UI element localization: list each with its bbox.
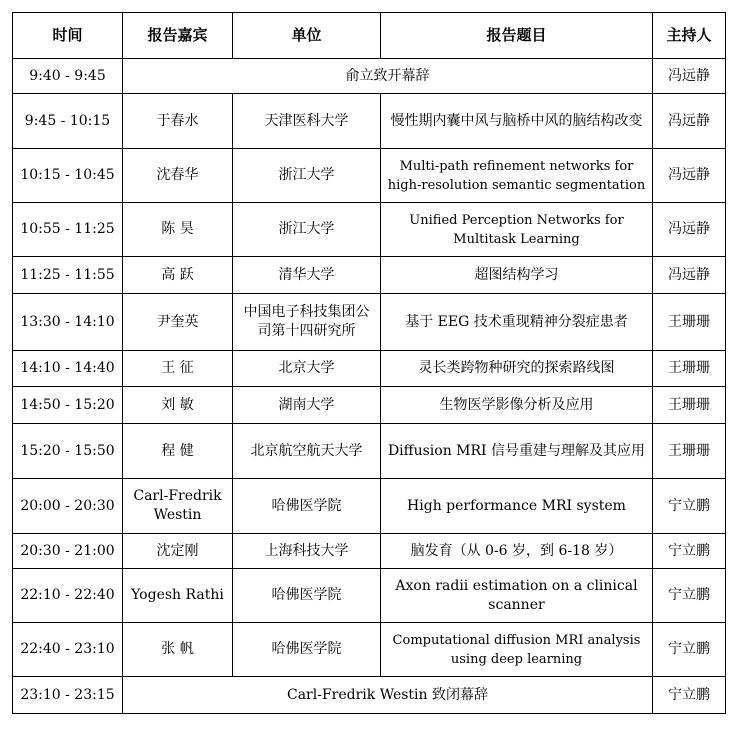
table-row [13, 203, 726, 257]
time-cell: 20:30 - 21:00 [13, 534, 123, 569]
header-unit: 单位 [233, 13, 381, 59]
unit-cell: 浙江大学 [233, 203, 381, 257]
table-row [13, 677, 726, 714]
time-cell: 10:55 - 11:25 [13, 203, 123, 257]
table-row [13, 623, 726, 677]
table-row [13, 534, 726, 569]
unit-cell: 浙江大学 [233, 149, 381, 203]
host-cell: 王珊珊 [653, 387, 726, 424]
time-cell: 11:25 - 11:55 [13, 257, 123, 294]
title-cell: 生物医学影像分析及应用 [381, 387, 653, 424]
unit-cell: 上海科技大学 [233, 534, 381, 569]
time-cell: 22:40 - 23:10 [13, 623, 123, 677]
title-cell: 慢性期内囊中风与脑桥中风的脑结构改变 [381, 94, 653, 149]
time-cell: 13:30 - 14:10 [13, 294, 123, 351]
title-cell: 基于 EEG 技术重现精神分裂症患者 [381, 294, 653, 351]
table-row [13, 294, 726, 351]
title-cell: Computational diffusion MRI analysis using deep learning [381, 623, 653, 677]
opening-remarks-cell: 俞立致开幕辞 [123, 59, 653, 94]
time-cell: 9:45 - 10:15 [13, 94, 123, 149]
host-cell: 王珊珊 [653, 351, 726, 387]
speaker-cell: Yogesh Rathi [123, 569, 233, 623]
header-title: 报告题目 [381, 13, 653, 59]
header-host: 主持人 [653, 13, 726, 59]
table-row [13, 424, 726, 479]
host-cell: 冯远静 [653, 94, 726, 149]
time-cell: 20:00 - 20:30 [13, 479, 123, 534]
speaker-cell: 尹奎英 [123, 294, 233, 351]
table-row [13, 59, 726, 94]
host-cell: 冯远静 [653, 203, 726, 257]
title-cell: Unified Perception Networks for Multitask Learning [381, 203, 653, 257]
time-cell: 10:15 - 10:45 [13, 149, 123, 203]
speaker-cell: 沈春华 [123, 149, 233, 203]
speaker-cell: 于春水 [123, 94, 233, 149]
header-time: 时间 [13, 13, 123, 59]
table-row [13, 387, 726, 424]
unit-cell: 北京大学 [233, 351, 381, 387]
speaker-cell: 刘 敏 [123, 387, 233, 424]
speaker-cell: 程 健 [123, 424, 233, 479]
host-cell: 冯远静 [653, 149, 726, 203]
unit-cell: 哈佛医学院 [233, 479, 381, 534]
unit-cell: 中国电子科技集团公司第十四研究所 [233, 294, 381, 351]
title-cell: 脑发育（从 0-6 岁，到 6-18 岁） [381, 534, 653, 569]
time-cell: 14:10 - 14:40 [13, 351, 123, 387]
time-cell: 15:20 - 15:50 [13, 424, 123, 479]
unit-cell: 哈佛医学院 [233, 623, 381, 677]
speaker-cell: 高 跃 [123, 257, 233, 294]
unit-cell: 天津医科大学 [233, 94, 381, 149]
title-cell: Diffusion MRI 信号重建与理解及其应用 [381, 424, 653, 479]
time-cell: 22:10 - 22:40 [13, 569, 123, 623]
host-cell: 王珊珊 [653, 424, 726, 479]
speaker-cell: 陈 昊 [123, 203, 233, 257]
header-row [13, 13, 726, 59]
speaker-cell: 沈定刚 [123, 534, 233, 569]
table-row [13, 569, 726, 623]
host-cell: 宁立鹏 [653, 479, 726, 534]
host-cell: 王珊珊 [653, 294, 726, 351]
host-cell: 宁立鹏 [653, 677, 726, 714]
host-cell: 宁立鹏 [653, 623, 726, 677]
time-cell: 14:50 - 15:20 [13, 387, 123, 424]
speaker-cell: 张 帆 [123, 623, 233, 677]
title-cell: Multi-path refinement networks for high-resolution semantic segmentation [381, 149, 653, 203]
schedule-table [12, 12, 726, 714]
table-row [13, 94, 726, 149]
unit-cell: 哈佛医学院 [233, 569, 381, 623]
speaker-cell: 王 征 [123, 351, 233, 387]
speaker-cell: Carl-Fredrik Westin [123, 479, 233, 534]
time-cell: 23:10 - 23:15 [13, 677, 123, 714]
title-cell: Axon radii estimation on a clinical scanner [381, 569, 653, 623]
table-row [13, 351, 726, 387]
table-row [13, 257, 726, 294]
table-row [13, 149, 726, 203]
table-row [13, 479, 726, 534]
header-speaker: 报告嘉宾 [123, 13, 233, 59]
host-cell: 宁立鹏 [653, 534, 726, 569]
unit-cell: 北京航空航天大学 [233, 424, 381, 479]
host-cell: 冯远静 [653, 59, 726, 94]
unit-cell: 湖南大学 [233, 387, 381, 424]
time-cell: 9:40 - 9:45 [13, 59, 123, 94]
closing-remarks-cell: Carl-Fredrik Westin 致闭幕辞 [123, 677, 653, 714]
title-cell: 超图结构学习 [381, 257, 653, 294]
title-cell: High performance MRI system [381, 479, 653, 534]
host-cell: 宁立鹏 [653, 569, 726, 623]
title-cell: 灵长类跨物种研究的探索路线图 [381, 351, 653, 387]
unit-cell: 清华大学 [233, 257, 381, 294]
host-cell: 冯远静 [653, 257, 726, 294]
